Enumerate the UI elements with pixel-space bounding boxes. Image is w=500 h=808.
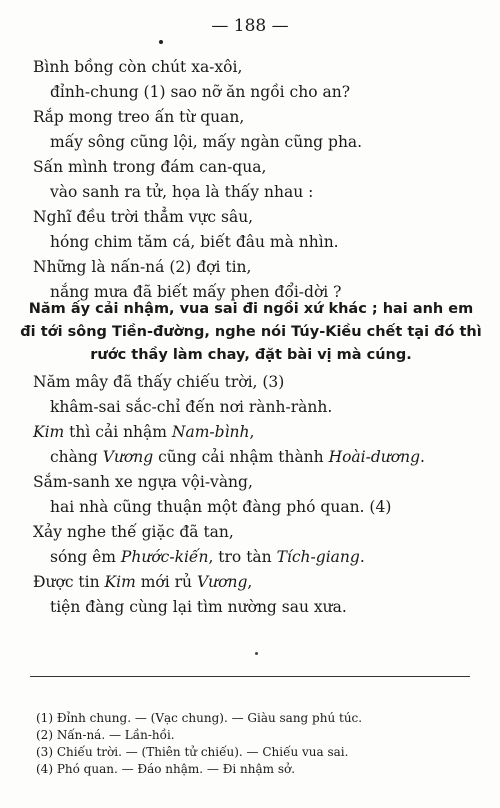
verse-line: Những là nấn-ná (2) đợi tin, bbox=[33, 258, 252, 276]
stanza-2 bbox=[0, 370, 500, 620]
verse-line: vào sanh ra tử, họa là thấy nhau : bbox=[50, 183, 314, 201]
verse-line: Sấn mình trong đám can-qua, bbox=[33, 158, 267, 176]
footnote: (1) Đỉnh chung. — (Vạc chung). — Giàu sang phú túc. bbox=[36, 711, 363, 725]
verse-line: Bình bồng còn chút xa-xôi, bbox=[33, 58, 243, 76]
verse-line: nắng mưa đã biết mấy phen đổi-dời ? bbox=[50, 283, 342, 301]
footnote: (3) Chiếu trời. — (Thiên tử chiếu). — Chiếu vua sai. bbox=[36, 745, 349, 759]
name-kim: Kim bbox=[104, 573, 136, 591]
name-kim: Kim bbox=[33, 423, 65, 441]
verse-line: mấy sông cũng lội, mấy ngàn cũng pha. bbox=[50, 133, 363, 151]
verse-line: Sắm-sanh xe ngựa vội-vàng, bbox=[33, 473, 253, 491]
name-vuong: Vương bbox=[102, 448, 154, 466]
verse-line: tiện đàng cùng lại tìm nường sau xưa. bbox=[50, 598, 347, 616]
place-tich-giang: Tích-giang bbox=[276, 548, 360, 566]
verse-line: Năm mây đã thấy chiếu trời, (3) bbox=[33, 373, 285, 391]
verse-line: Nghĩ đều trời thẳm vực sâu, bbox=[33, 208, 254, 226]
page-number: — 188 — bbox=[211, 16, 289, 36]
verse-line: khâm-sai sắc-chỉ đến nơi rành-rành. bbox=[50, 398, 333, 416]
verse-line: Được tin Kim mới rủ Vương, bbox=[33, 573, 253, 591]
verse-line: Xảy nghe thế giặc đã tan, bbox=[33, 523, 234, 541]
stanza-1 bbox=[0, 55, 500, 305]
place-nam-binh: Nam-bình bbox=[171, 423, 250, 441]
prose-paragraph: Năm ấy cải nhậm, vua sai đi ngồi xứ khác ; hai anh em đi tới sông Tiền-đường, nghe nói Túy-Kiều chết tại đó thì rước thầy làm chay, đặt bài vị mà cúng. bbox=[20, 301, 482, 363]
verse-line: đỉnh-chung (1) sao nỡ ăn ngồi cho an? bbox=[50, 83, 351, 101]
footnote: (4) Phó quan. — Đáo nhậm. — Đi nhậm sở. bbox=[36, 762, 296, 776]
name-vuong: Vương bbox=[196, 573, 248, 591]
verse-line: sóng êm Phước-kiến, tro tàn Tích-giang. bbox=[50, 548, 365, 566]
print-dot bbox=[159, 40, 163, 44]
print-dot bbox=[255, 652, 258, 655]
verse-line: hai nhà cũng thuận một đàng phó quan. (4) bbox=[50, 498, 392, 516]
verse-line: Kim thì cải nhậm Nam-bình, bbox=[33, 423, 255, 441]
footnote: (2) Nấn-ná. — Lần-hồi. bbox=[36, 728, 175, 742]
footnote-divider bbox=[30, 676, 470, 677]
verse-line: chàng Vương cũng cải nhậm thành Hoài-dương. bbox=[50, 448, 425, 466]
place-phuoc-kien: Phước-kiến bbox=[120, 548, 209, 566]
place-hoai-duong: Hoài-dương bbox=[328, 448, 421, 466]
verse-line: Rắp mong treo ấn từ quan, bbox=[33, 108, 245, 126]
verse-line: hóng chim tăm cá, biết đâu mà nhìn. bbox=[50, 233, 339, 251]
footnotes bbox=[36, 710, 476, 778]
